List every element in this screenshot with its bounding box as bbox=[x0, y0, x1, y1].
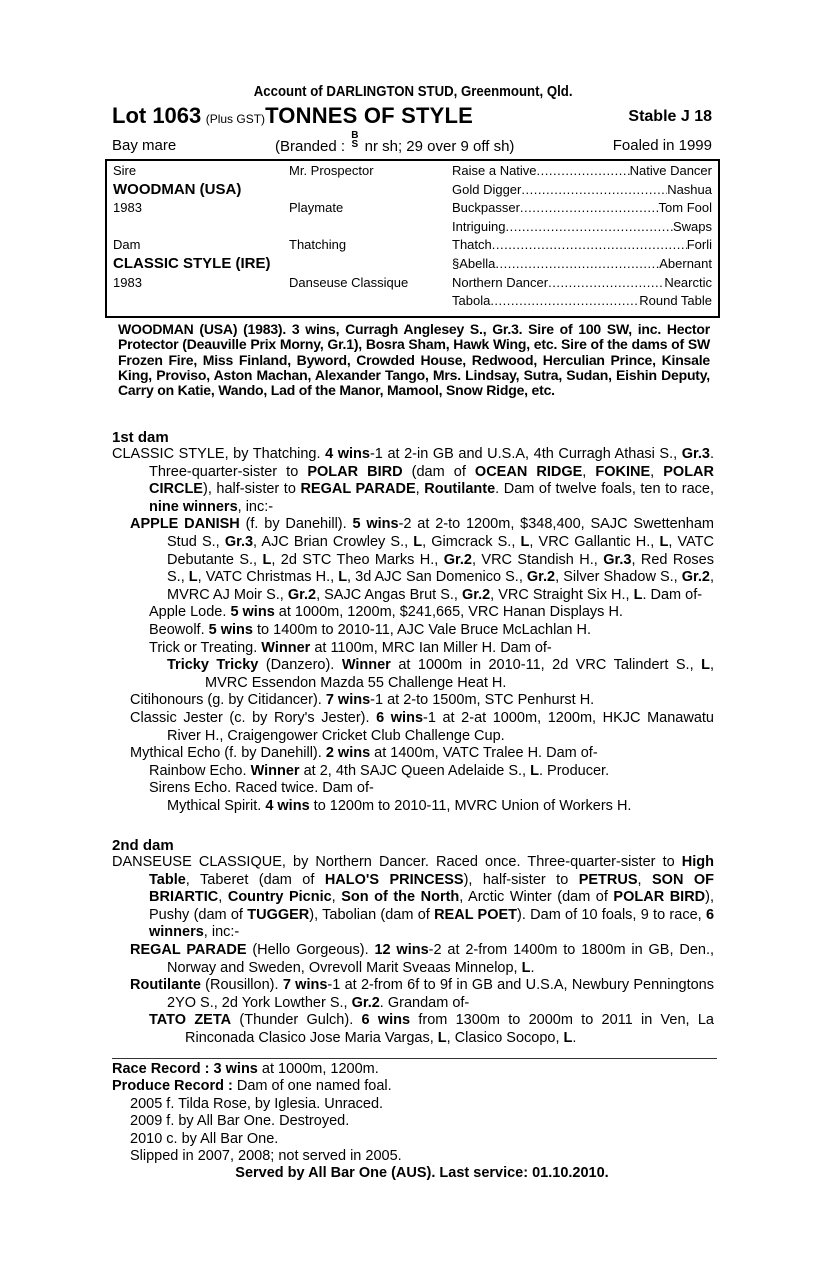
pedigree-entry bbox=[112, 942, 714, 977]
dot-leader bbox=[520, 200, 659, 215]
vendor-account: Account of DARLINGTON STUD, Greenmount, Qld. bbox=[254, 83, 573, 100]
first-dam-heading: 1st dam bbox=[112, 429, 169, 446]
text: , Red Roses S., bbox=[167, 551, 714, 586]
text: ), half-sister to bbox=[463, 871, 579, 888]
race-record: Race Record : 3 wins at 1000m, 1200m. bbox=[112, 1061, 379, 1077]
text: ), Pushy (dam of bbox=[149, 889, 714, 923]
pedigree-ancestor: Tabola bbox=[452, 293, 491, 309]
text: , VATC Christmas H., bbox=[197, 569, 339, 586]
pedigree-generation-2: Mr. Prospector bbox=[289, 163, 374, 178]
text: , Arctic Winter (dam of bbox=[459, 889, 614, 906]
text: , VRC Gallantic H., bbox=[529, 533, 660, 550]
dot-leader bbox=[521, 182, 667, 197]
text: (dam of bbox=[402, 463, 475, 480]
text: DANSEUSE CLASSIQUE, by Northern Dancer. Raced once. Three-quarter-sister to bbox=[112, 854, 682, 870]
text: -1 at 2-in GB and U.S.A, 4th Curragh Athasi S., bbox=[369, 446, 682, 462]
lot-number: Lot 1063 bbox=[112, 103, 202, 128]
bold-text: L bbox=[413, 533, 423, 550]
text: , inc:- bbox=[237, 498, 274, 515]
text: . bbox=[572, 1029, 577, 1046]
dot-leader bbox=[495, 256, 659, 271]
bold-text: L bbox=[520, 533, 530, 550]
bold-text: 2 wins bbox=[325, 745, 371, 762]
text: , 2d STC Theo Marks H., bbox=[271, 551, 444, 568]
bold-text: L bbox=[530, 762, 539, 779]
pedigree-generation-3 bbox=[452, 182, 712, 197]
text: (Hello Gorgeous). bbox=[246, 941, 375, 958]
pedigree-row bbox=[107, 293, 718, 311]
bold-text: 6 winners bbox=[149, 906, 715, 941]
brand-info: (Branded : B S nr sh; 29 over 9 off sh) bbox=[275, 130, 515, 155]
pedigree-entry bbox=[112, 622, 714, 640]
sire-summary: WOODMAN (USA) (1983). 3 wins, Curragh Anglesey S., Gr.3. Sire of 100 SW, inc. Hector Protector (Deauville Prix Morny, Gr.1), Bosra Sham, Hawk Wing, etc. Sire of the dams of SW Frozen Fire, Miss Finland, Byword, Crowded House, Redwood, Herculian Prince, Kinsale King, Proviso, Aston Machan, Alexander Tango, Mrs. Lindsay, Sutra, Sudan, Eishin Deputy, Carry on Katie, Wando, Lad of the Manor, Mamool, Snow Ridge, etc. bbox=[118, 321, 710, 399]
pedigree-generation-2: Thatching bbox=[289, 237, 347, 253]
bold-text: 7 wins bbox=[282, 977, 328, 994]
pedigree-generation-1: Sire bbox=[113, 163, 137, 178]
pedigree-generation-1: 1983 bbox=[113, 274, 142, 290]
bold-text: TATO ZETA bbox=[149, 1012, 232, 1029]
bold-text: Gr.2 bbox=[681, 569, 710, 586]
bold-text: Routilante bbox=[130, 977, 201, 994]
pedigree-ancestor-sire: Native Dancer bbox=[629, 163, 712, 178]
text: , inc:- bbox=[203, 924, 240, 941]
pedigree-entry bbox=[112, 763, 714, 781]
pedigree-row bbox=[107, 275, 718, 293]
pedigree-ancestor: Intriguing bbox=[452, 218, 506, 234]
bold-text: Gr.3 bbox=[681, 446, 710, 462]
records-section bbox=[112, 1061, 717, 1183]
bold-text: L bbox=[701, 657, 710, 674]
bold-text: REAL POET bbox=[434, 906, 518, 923]
bold-text: REGAL PARADE bbox=[300, 481, 416, 498]
pedigree-ancestor-sire: Forli bbox=[686, 237, 712, 253]
pedigree-entry bbox=[112, 516, 714, 604]
text: at 2, 4th SAJC Queen Adelaide S., bbox=[299, 762, 531, 779]
text: . Producer. bbox=[538, 762, 610, 779]
plus-gst: (Plus GST) bbox=[205, 112, 266, 126]
sex-colour: Bay mare bbox=[112, 137, 177, 154]
bold-text: TUGGER bbox=[247, 906, 310, 923]
second-dam-section bbox=[112, 854, 714, 1048]
bold-text: 4 wins bbox=[265, 797, 310, 814]
pedigree-entry bbox=[112, 1012, 714, 1047]
dot-leader bbox=[537, 163, 630, 178]
pedigree-ancestor-sire: Nearctic bbox=[664, 274, 712, 290]
pedigree-generation-1: Dam bbox=[113, 237, 141, 253]
pedigree-row bbox=[107, 200, 718, 218]
pedigree-generation-3 bbox=[452, 163, 712, 178]
bold-text: L bbox=[563, 1029, 573, 1046]
dot-leader bbox=[548, 275, 664, 290]
pedigree-entry bbox=[112, 745, 714, 763]
bold-text: L bbox=[262, 551, 272, 568]
pedigree-ancestor-sire: Swaps bbox=[672, 218, 712, 234]
text: , bbox=[415, 481, 425, 498]
bold-text: nine winners bbox=[149, 498, 238, 515]
text: , bbox=[582, 463, 596, 480]
text: , SAJC Angas Brut S., bbox=[316, 586, 462, 603]
bold-text: 12 wins bbox=[374, 941, 429, 958]
text: Sirens Echo. Raced twice. Dam of- bbox=[149, 780, 374, 797]
produce-item: 2010 c. by All Bar One. bbox=[130, 1130, 279, 1147]
bold-text: 4 wins bbox=[325, 446, 370, 462]
produce-record: Produce Record : Dam of one named foal. bbox=[112, 1078, 392, 1095]
bold-text: FOKINE bbox=[595, 463, 651, 480]
lot-header bbox=[112, 103, 712, 129]
text: at 1400m, VATC Tralee H. Dam of- bbox=[370, 745, 598, 762]
bold-text: Gr.3 bbox=[224, 533, 254, 550]
pedigree-entry bbox=[112, 977, 714, 1012]
bold-text: Winner bbox=[341, 657, 391, 674]
divider bbox=[112, 1058, 717, 1059]
text: to 1400m to 2010-11, AJC Vale Bruce McLachlan H. bbox=[252, 621, 591, 638]
pedigree-ancestor: Thatch bbox=[452, 237, 492, 253]
text: (f. by Danehill). bbox=[239, 516, 353, 533]
pedigree-ancestor: Northern Dancer bbox=[452, 274, 549, 290]
text: . Three-quarter-sister to bbox=[149, 446, 714, 480]
text: Mythical Echo (f. by Danehill). bbox=[130, 745, 326, 762]
bold-text: L bbox=[659, 533, 669, 550]
bold-text: POLAR CIRCLE bbox=[149, 463, 714, 498]
second-dam-heading: 2nd dam bbox=[112, 837, 174, 854]
pedigree-entry bbox=[112, 604, 714, 622]
text: (Thunder Gulch). bbox=[231, 1012, 362, 1029]
text: Apple Lode. bbox=[149, 604, 231, 621]
text: ), Tabolian (dam of bbox=[309, 906, 435, 923]
produce-list bbox=[112, 1096, 717, 1166]
text: at 1000m in 2010-11, 2d VRC Talindert S., bbox=[390, 657, 702, 674]
bold-text: L bbox=[188, 569, 198, 586]
pedigree-entry bbox=[112, 780, 714, 798]
bold-text: 6 wins bbox=[361, 1012, 411, 1029]
pedigree-generation-2: Playmate bbox=[289, 200, 344, 216]
bold-text: Gr.2 bbox=[526, 569, 556, 586]
brand-mark: B S bbox=[351, 130, 359, 150]
produce-item: 2009 f. by All Bar One. Destroyed. bbox=[130, 1113, 350, 1130]
bold-text: SON OF BRIARTIC bbox=[149, 871, 714, 906]
text: -1 at 2-at 1000m, 1200m, HKJC Manawatu River H., Craigengower Cricket Club Challenge Cup. bbox=[167, 709, 714, 744]
text: , Silver Shadow S., bbox=[555, 569, 682, 586]
bold-text: L bbox=[633, 586, 643, 603]
horse-name: TONNES OF STYLE bbox=[265, 103, 474, 128]
text: , MVRC AJ Moir S., bbox=[167, 569, 714, 603]
pedigree-entry bbox=[112, 640, 714, 658]
pedigree-generation-3 bbox=[452, 200, 712, 215]
bold-text: 5 wins bbox=[208, 621, 253, 638]
pedigree-generation-3 bbox=[452, 256, 712, 271]
text: -1 at 2-from 6f to 9f in GB and U.S.A, Newbury Penningtons 2YO S., 2d York Lowther S., bbox=[167, 977, 714, 1011]
bold-text: POLAR BIRD bbox=[307, 463, 403, 480]
bold-text: Gr.3 bbox=[603, 551, 632, 568]
bold-text: POLAR BIRD bbox=[613, 889, 706, 906]
bold-text: HALO'S PRINCESS bbox=[324, 871, 464, 888]
pedigree-generation-1: 1983 bbox=[113, 200, 142, 216]
pedigree-entry bbox=[112, 854, 714, 942]
horse-details bbox=[112, 130, 712, 157]
bold-text: Tricky Tricky bbox=[167, 657, 259, 674]
text: Rainbow Echo. bbox=[149, 762, 251, 779]
stable-number: Stable J 18 bbox=[628, 108, 712, 125]
text: , VRC Standish H., bbox=[471, 551, 604, 568]
text: to 1200m to 2010-11, MVRC Union of Workers H. bbox=[309, 797, 632, 814]
first-dam-section bbox=[112, 446, 714, 815]
dot-leader bbox=[490, 293, 639, 308]
bold-text: Gr.2 bbox=[461, 586, 491, 603]
text: , bbox=[218, 889, 228, 906]
bold-text: Son of the North bbox=[341, 889, 460, 906]
pedigree-row bbox=[107, 256, 718, 274]
bold-text: OCEAN RIDGE bbox=[474, 463, 583, 480]
bold-text: APPLE DANISH bbox=[130, 516, 240, 533]
text: (Danzero). bbox=[258, 657, 342, 674]
bold-text: REGAL PARADE bbox=[130, 941, 247, 958]
pedigree-generation-3 bbox=[452, 237, 712, 252]
pedigree-generation-3 bbox=[452, 275, 712, 290]
text: Beowolf. bbox=[149, 621, 209, 638]
text: Mythical Spirit. bbox=[167, 797, 266, 814]
pedigree-ancestor: §Abella bbox=[452, 256, 496, 271]
text: , Gimcrack S., bbox=[422, 533, 521, 550]
bold-text: Winner bbox=[261, 639, 311, 656]
text: , bbox=[331, 889, 342, 906]
pedigree-entry bbox=[112, 692, 714, 710]
pedigree-generation-3 bbox=[452, 219, 712, 234]
pedigree-row bbox=[107, 237, 718, 255]
last-service: Served by All Bar One (AUS). Last service: 01.10.2010. bbox=[235, 1165, 609, 1182]
text: -2 at 2-to 1200m, $348,400, SAJC Swettenham Stud S., bbox=[167, 516, 714, 550]
text: , VRC Straight Six H., bbox=[490, 586, 634, 603]
text: , bbox=[637, 871, 652, 888]
bold-text: Gr.2 bbox=[443, 551, 472, 568]
pedigree-ancestor-sire: Nashua bbox=[667, 181, 712, 197]
text: (Rousillon). bbox=[200, 977, 283, 994]
pedigree-generation-3 bbox=[452, 293, 712, 308]
pedigree-ancestor: Gold Digger bbox=[452, 181, 522, 197]
bold-text: 6 wins bbox=[376, 709, 424, 726]
bold-text: L bbox=[521, 959, 531, 976]
produce-item: Slipped in 2007, 2008; not served in 2005. bbox=[130, 1148, 402, 1165]
bold-text: PETRUS bbox=[578, 871, 638, 888]
text: at 1000m, 1200m, $241,665, VRC Hanan Displays H. bbox=[274, 604, 623, 621]
text: ). Dam of 10 foals, 9 to race, bbox=[517, 906, 706, 923]
pedigree-entry bbox=[112, 446, 714, 516]
text: . bbox=[530, 959, 535, 976]
text: ), half-sister to bbox=[202, 481, 301, 498]
pedigree-ancestor-sire: Round Table bbox=[639, 293, 712, 309]
bold-text: 5 wins bbox=[230, 604, 275, 621]
pedigree-entry bbox=[112, 710, 714, 745]
text: , MVRC Essendon Mazda 55 Challenge Heat H. bbox=[205, 657, 714, 691]
pedigree-generation-1: CLASSIC STYLE (IRE) bbox=[113, 255, 271, 272]
pedigree-row bbox=[107, 182, 718, 200]
pedigree-entry bbox=[112, 798, 714, 816]
text: , VATC Debutante S., bbox=[167, 533, 715, 568]
text: , Clasico Socopo, bbox=[446, 1029, 564, 1046]
bold-text: 7 wins bbox=[325, 692, 371, 709]
bold-text: 5 wins bbox=[352, 516, 399, 533]
pedigree-generation-1: WOODMAN (USA) bbox=[113, 180, 242, 198]
bold-text: Routilante bbox=[424, 481, 496, 498]
text: CLASSIC STYLE, by Thatching. bbox=[112, 446, 326, 462]
dot-leader bbox=[492, 237, 687, 252]
text: , AJC Brian Crowley S., bbox=[253, 533, 414, 550]
bold-text: High Table bbox=[149, 854, 714, 888]
text: Trick or Treating. bbox=[149, 639, 262, 656]
pedigree-row bbox=[107, 219, 718, 237]
pedigree-generation-2: Danseuse Classique bbox=[289, 274, 409, 290]
dot-leader bbox=[505, 219, 672, 234]
pedigree-ancestor: Buckpasser bbox=[452, 200, 520, 216]
pedigree-table bbox=[105, 159, 720, 318]
bold-text: L bbox=[437, 1029, 447, 1046]
foaled-year: Foaled in 1999 bbox=[612, 137, 712, 154]
pedigree-entry bbox=[112, 657, 714, 692]
pedigree-row bbox=[107, 163, 718, 181]
text: Citihonours (g. by Citidancer). bbox=[130, 692, 326, 709]
text: -2 at 2-from 1400m to 1800m in GB, Den., Norway and Sweden, Ovrevoll Marit Sveaas Minnelop, bbox=[167, 941, 715, 976]
text: -1 at 2-to 1500m, STC Penhurst H. bbox=[370, 692, 595, 709]
text: , Taberet (dam of bbox=[185, 871, 325, 888]
text: . Dam of- bbox=[642, 586, 703, 603]
pedigree-ancestor-sire: Tom Fool bbox=[658, 200, 712, 216]
pedigree-ancestor-sire: Abernant bbox=[659, 256, 712, 271]
text: , 3d AJC San Domenico S., bbox=[347, 569, 527, 586]
text: at 1100m, MRC Ian Miller H. Dam of- bbox=[310, 639, 552, 656]
bold-text: Country Picnic bbox=[227, 889, 332, 906]
produce-item: 2005 f. Tilda Rose, by Iglesia. Unraced. bbox=[130, 1095, 384, 1112]
text: Classic Jester (c. by Rory's Jester). bbox=[130, 709, 377, 726]
text: , bbox=[650, 463, 664, 480]
pedigree-ancestor: Raise a Native bbox=[452, 163, 537, 178]
bold-text: Gr.2 bbox=[287, 586, 317, 603]
text: . Grandam of- bbox=[379, 994, 470, 1011]
bold-text: Gr.2 bbox=[351, 994, 380, 1011]
bold-text: Winner bbox=[250, 762, 300, 779]
bold-text: L bbox=[338, 569, 348, 586]
text: from 1300m to 2000m to 2011 in Ven, La Rinconada Clasico Jose Maria Vargas, bbox=[185, 1012, 714, 1046]
text: . Dam of twelve foals, ten to race, bbox=[495, 481, 715, 498]
